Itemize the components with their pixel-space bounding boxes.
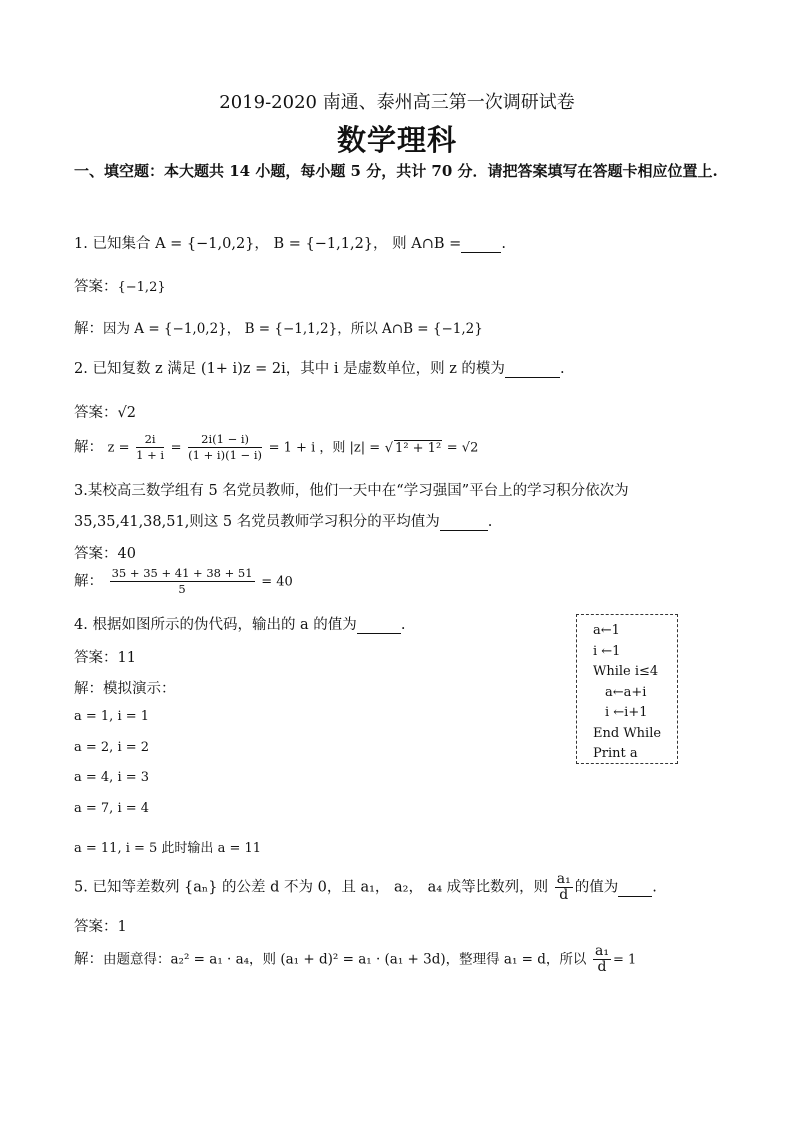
code-line: i ←1 (593, 643, 621, 659)
q3-fraction: $\frac{35 + 35 + 41 + 38 + 51}{5}$ (111, 566, 253, 596)
q1-solution (74, 317, 483, 338)
q3-answer: 40 (117, 546, 136, 562)
exam-subject: 数学理科 (336, 123, 457, 157)
solution-label: 解： (74, 681, 103, 697)
q5-answer: 1 (117, 919, 127, 935)
q2-stem-text: z 满足 (1+ i)z = 2i，其中 i 是虚数单位，则 z 的模为 (150, 361, 505, 377)
q2-answer-line (74, 401, 136, 422)
q1-set-b: B = {−1,1,2}， (273, 236, 388, 252)
q2-sol-a: z = (107, 440, 130, 456)
answer-label: 答案： (74, 279, 118, 295)
q4-step: a = 11, i = 5 此时输出 a = 11 (74, 841, 262, 856)
q4-solution-text: 模拟演示： (103, 681, 176, 697)
q5-answer-blank (618, 880, 652, 897)
q4-stem-text: 4. 根据如图所示的伪代码，输出的 a 的值为 (74, 617, 357, 633)
q1-answer-line (74, 275, 166, 296)
q3-stem-line2 (74, 510, 492, 531)
q5-end: . (652, 879, 657, 896)
q1-ask: 则 A∩B = (392, 236, 462, 252)
q1-answer: {−1,2} (117, 280, 166, 295)
q2-end: . (559, 361, 565, 377)
q4-answer-line (74, 646, 136, 667)
code-line: End While (593, 725, 662, 741)
q4-step: a = 4, i = 3 (74, 770, 150, 785)
q2-answer-blank (505, 361, 560, 378)
q4-answer-blank (357, 617, 401, 634)
answer-label: 答案： (74, 546, 118, 562)
answer-label: 答案： (74, 405, 118, 421)
q5-answer-line (74, 915, 127, 936)
answer-label: 答案： (74, 919, 118, 935)
pseudocode-box (576, 614, 678, 764)
answer-label: 答案： (74, 650, 118, 666)
q2-fraction-1: $\frac{2i}{1 + i}$ (136, 432, 165, 462)
section-instructions: 一、填空题：本大题共 14 小题，每小题 5 分，共计 70 分．请把答案填写在答题卡相应位置上. (74, 162, 718, 180)
q2-solution: 解： z = $\frac{2i}{1 + i}$ = $\frac{2i(1 - i)}{(1 + i)(1 - i)}$ = 1 + i ，则 |z| = √ 1² + 1² = √2 (74, 432, 479, 462)
q1-solution-text: 因为 A = {−1,0,2}， B = {−1,1,2}，所以 A∩B = {−1,2} (103, 321, 483, 337)
q5-sol-end: = 1 (613, 952, 637, 968)
q4-stem (74, 613, 405, 634)
q2-stem (74, 357, 565, 378)
q4-step: a = 7, i = 4 (74, 801, 150, 816)
solution-label: 解： (74, 439, 103, 456)
q5-solution-fraction: $\frac{\text{a₁}}{d}$ (595, 943, 610, 975)
q3-sol-end: = 40 (261, 574, 293, 590)
q1-prefix: 1. 已知集合 (74, 236, 151, 252)
q5-fraction: $\frac{\text{a₁}}{d}$ (556, 871, 571, 903)
code-line: Print a (593, 746, 638, 761)
solution-label: 解： (74, 321, 103, 337)
q3-end: . (487, 514, 493, 530)
q5-stem-text: 5. 已知等差数列 {aₙ} 的公差 d 不为 0，且 a₁， a₂， a₄ 成等比数列，则 (74, 879, 549, 896)
q3-stem-line1: 3.某校高三数学组有 5 名党员教师，他们一天中在“学习强国”平台上的学习积分依次为 (74, 483, 629, 499)
q3-stem-text: 35,35,41,38,51,则这 5 名党员教师学习积分的平均值为 (74, 514, 440, 530)
q5-solution-text: 由题意得：a₂² = a₁ · a₄，则 (a₁ + d)² = a₁ · (a₁ + 3d)，整理得 a₁ = d，所以 (103, 951, 587, 968)
code-line: i ←i+1 (605, 705, 648, 720)
q5-stem-end: 的值为 (574, 879, 619, 896)
solution-label: 解： (74, 951, 103, 968)
q3-answer-line (74, 542, 136, 563)
q2-eq: = (170, 440, 182, 456)
q1-stem (74, 232, 506, 253)
q2-sol-b: = 1 + i ，则 |z| = (268, 440, 381, 456)
q5-stem (74, 872, 657, 903)
q5-solution (74, 944, 636, 975)
q2-sol-c: = √2 (446, 440, 479, 456)
q1-answer-blank (461, 236, 501, 253)
q1-set-a: A = {−1,0,2}， (155, 236, 269, 252)
exam-title: 2019-2020 南通、泰州高三第一次调研试卷 (219, 92, 575, 113)
q2-sqrt: 1² + 1² (395, 440, 442, 456)
q4-step: a = 2, i = 2 (74, 740, 150, 755)
q2-fraction-2: $\frac{2i(1 - i)}{(1 + i)(1 - i)}$ (188, 432, 263, 462)
q2-answer: √2 (117, 405, 136, 421)
q3-solution (74, 566, 293, 597)
solution-label: 解： (74, 573, 103, 590)
code-line: a←1 (593, 623, 620, 638)
q4-answer: 11 (117, 650, 136, 666)
q2-prefix: 2. 已知复数 (74, 361, 151, 377)
q3-answer-blank (440, 514, 488, 531)
q4-step: a = 1, i = 1 (74, 709, 150, 724)
q1-end: . (501, 236, 506, 252)
q4-solution (74, 677, 176, 698)
code-line: a←a+i (605, 684, 647, 700)
code-line: While i≤4 (593, 664, 659, 679)
q4-end: . (400, 617, 406, 633)
